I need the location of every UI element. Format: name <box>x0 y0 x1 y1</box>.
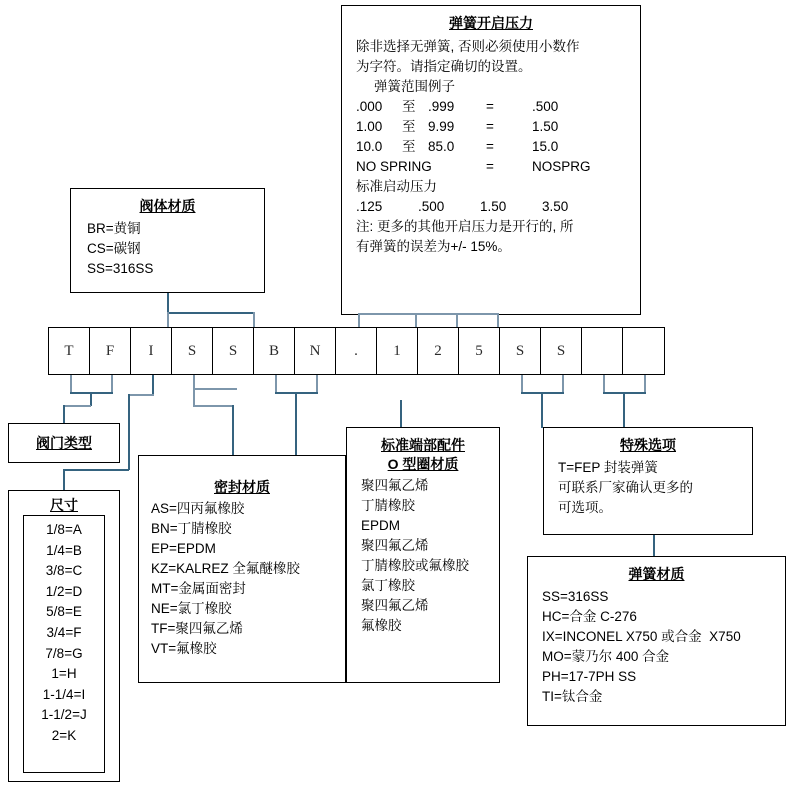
connector-oring-vert-1 <box>193 388 195 406</box>
size-item: 3/4=F <box>46 624 82 640</box>
seal-material-item: AS=四丙氟橡胶 <box>151 501 245 516</box>
standard-value: .500 <box>418 199 445 214</box>
spring-pressure-note-line-2: 有弹簧的误差为+/- 15%。 <box>356 239 511 254</box>
code-cell[interactable]: T <box>49 328 90 374</box>
standard-value: .125 <box>356 199 383 214</box>
code-cell[interactable]: 1 <box>377 328 418 374</box>
range-to-word: 至 <box>402 99 416 114</box>
range-value: .500 <box>532 99 559 114</box>
connector-size-down <box>128 394 130 470</box>
code-cell[interactable]: F <box>90 328 131 374</box>
spring-material-item: TI=钛合金 <box>542 689 603 704</box>
connector-spring-mat-stem <box>541 392 543 428</box>
code-cell[interactable]: I <box>131 328 172 374</box>
valve-type-box <box>8 423 120 463</box>
connector-valve-type-elbow <box>63 405 91 407</box>
seal-material-box <box>138 455 346 683</box>
size-item: 5/8=E <box>46 604 82 620</box>
connector-valve-type-riser-left <box>70 375 72 393</box>
no-spring-row <box>356 157 626 177</box>
size-list <box>23 515 105 773</box>
size-item: 7/8=G <box>45 645 83 661</box>
connector-body-material-drop-left <box>167 312 169 327</box>
code-cell[interactable]: N <box>295 328 336 374</box>
size-item: 1/2=D <box>45 583 83 599</box>
valve-type-title: 阀门类型 <box>36 435 92 451</box>
size-item: 1/8=A <box>46 522 82 537</box>
connector-valve-type-bar <box>70 392 113 394</box>
body-material-item: BR=黄铜 <box>87 221 141 236</box>
connector-body-material-bar <box>167 312 254 314</box>
range-value: 1.50 <box>532 119 559 134</box>
range-value: 15.0 <box>532 139 559 154</box>
special-options-item: 可联系厂家确认更多的 <box>558 480 693 495</box>
oring-material-item: 聚四氟乙烯 <box>361 598 429 613</box>
oring-material-item: 聚四氟乙烯 <box>361 478 429 493</box>
range-from: 10.0 <box>356 139 383 154</box>
size-item: 1-1/4=I <box>42 686 86 702</box>
spring-material-item: MO=蒙乃尔 400 合金 <box>542 649 670 664</box>
connector-oring-down <box>232 405 234 455</box>
range-to: 9.99 <box>428 119 455 134</box>
connector-spring-pressure-bar <box>358 313 498 315</box>
range-equals: = <box>486 139 494 154</box>
spring-material-item: PH=17-7PH SS <box>542 669 637 684</box>
connector-size-drop <box>63 469 65 490</box>
connector-body-material-drop-right <box>253 312 255 327</box>
connector-special-bar <box>603 392 646 394</box>
spring-material-box <box>527 556 786 726</box>
seal-material-item: BN=丁腈橡胶 <box>151 521 232 536</box>
special-options-item: T=FEP 封装弹簧 <box>558 460 658 475</box>
range-equals: = <box>486 119 494 134</box>
connector-seal-riser-left <box>275 375 277 393</box>
oring-material-item: EPDM <box>361 518 401 533</box>
code-cell[interactable]: S <box>213 328 254 374</box>
seal-material-item: KZ=KALREZ 全氟醚橡胶 <box>151 561 300 576</box>
oring-material-item: 氟橡胶 <box>361 618 402 633</box>
special-options-item: 可选项。 <box>558 500 612 515</box>
body-material-item: CS=碳钢 <box>87 241 141 256</box>
no-spring-label: NO SPRING <box>356 159 432 174</box>
connector-valve-type-stem-down <box>90 392 92 406</box>
standard-pressure-label: 标准启动压力 <box>356 179 437 194</box>
connector-size-elbow-top <box>128 394 154 396</box>
connector-oring-box-stem <box>400 400 402 427</box>
code-cell[interactable]: S <box>541 328 582 374</box>
code-cell[interactable]: S <box>172 328 213 374</box>
connector-spring-pressure-drop-a <box>358 313 360 327</box>
connector-oring-riser-left <box>193 375 195 389</box>
connector-valve-type-drop <box>63 405 65 423</box>
connector-seal-bar <box>275 392 318 394</box>
code-cell[interactable]: S <box>500 328 541 374</box>
standard-pressure-values <box>356 197 626 217</box>
spring-range-row <box>356 137 626 157</box>
range-from: .000 <box>356 99 383 114</box>
special-options-box <box>543 427 753 535</box>
oring-material-item: 丁腈橡胶或氟橡胶 <box>361 558 469 573</box>
oring-title-line-2: O 型圈材质 <box>387 456 459 472</box>
spring-pressure-note-line-1: 注: 更多的其他开启压力是开行的, 所 <box>356 219 574 234</box>
seal-material-title: 密封材质 <box>214 479 270 495</box>
size-item: 1-1/2=J <box>41 707 87 723</box>
size-title: 尺寸 <box>50 497 78 513</box>
part-number-code-strip[interactable] <box>48 327 665 375</box>
seal-material-item: VT=氟橡胶 <box>151 641 217 656</box>
seal-material-item: TF=聚四氟乙烯 <box>151 621 243 636</box>
connector-special-riser-left <box>603 375 605 393</box>
body-material-item: SS=316SS <box>87 261 154 276</box>
connector-spring-pressure-drop-c <box>456 313 458 327</box>
code-cell[interactable]: 5 <box>459 328 500 374</box>
connector-spring-pressure-drop-b <box>415 313 417 327</box>
connector-seal-riser-right <box>316 375 318 393</box>
size-item: 1=H <box>51 666 77 682</box>
oring-material-box <box>346 427 500 683</box>
connector-size-riser <box>152 375 154 395</box>
range-equals: = <box>486 99 494 114</box>
standard-value: 1.50 <box>480 199 507 214</box>
connector-oring-bar-mid <box>193 405 233 407</box>
connector-special-riser-right <box>644 375 646 393</box>
spring-pressure-title: 弹簧开启压力 <box>449 15 533 31</box>
code-cell[interactable] <box>582 328 623 374</box>
spring-material-item: HC=合金 C-276 <box>542 609 637 624</box>
range-to: .999 <box>428 99 455 114</box>
connector-spring-mat-bar <box>521 392 564 394</box>
seal-material-item: NE=氯丁橡胶 <box>151 601 232 616</box>
spring-material-item: SS=316SS <box>542 589 609 604</box>
spring-material-item: IX=INCONEL X750 或合金 X750 <box>542 629 741 644</box>
oring-title-line-1: 标准端部配件 <box>381 437 465 453</box>
spring-pressure-intro-line-1: 除非选择无弹簧, 否则必须使用小数作 <box>356 39 580 54</box>
code-cell[interactable]: . <box>336 328 377 374</box>
size-item: 2=K <box>51 727 77 743</box>
body-material-title: 阀体材质 <box>139 198 196 214</box>
no-spring-equals: = <box>486 159 494 174</box>
range-to: 85.0 <box>428 139 455 154</box>
spring-range-examples-label: 弹簧范围例子 <box>374 79 455 94</box>
code-cell[interactable] <box>623 328 664 374</box>
special-options-title: 特殊选项 <box>620 437 676 453</box>
size-item: 3/8=C <box>45 563 83 579</box>
connector-special-stem <box>623 392 625 427</box>
connector-seal-stem <box>295 392 297 455</box>
range-from: 1.00 <box>356 119 383 134</box>
spring-opening-pressure-box <box>341 5 641 315</box>
valve-body-material-box <box>70 188 265 293</box>
size-item: 1/4=B <box>46 542 82 558</box>
connector-spring-mat-riser-right <box>562 375 564 393</box>
code-cell[interactable]: B <box>254 328 295 374</box>
spring-material-title: 弹簧材质 <box>628 566 685 582</box>
connector-spring-mat-riser-left <box>521 375 523 393</box>
connector-valve-type-riser-right <box>111 375 113 393</box>
spring-range-row <box>356 97 626 117</box>
seal-material-item: EP=EPDM <box>151 541 216 556</box>
connector-size-elbow-bottom <box>63 469 129 471</box>
connector-spring-pressure-drop-d <box>497 313 499 327</box>
code-cell[interactable]: 2 <box>418 328 459 374</box>
spring-pressure-intro-line-2: 为字符。请指定确切的设置。 <box>356 59 532 74</box>
connector-spring-mat-down <box>653 535 655 556</box>
oring-material-item: 聚四氟乙烯 <box>361 538 429 553</box>
spring-range-row <box>356 117 626 137</box>
no-spring-value: NOSPRG <box>532 159 591 174</box>
range-to-word: 至 <box>402 119 416 134</box>
seal-material-item: MT=金属面密封 <box>151 581 246 596</box>
connector-body-material-stem <box>167 293 169 312</box>
oring-material-item: 氯丁橡胶 <box>361 578 415 593</box>
range-to-word: 至 <box>402 139 416 154</box>
standard-value: 3.50 <box>542 199 569 214</box>
size-box <box>8 490 120 782</box>
oring-material-item: 丁腈橡胶 <box>361 498 415 513</box>
connector-oring-bar-top <box>193 388 237 390</box>
